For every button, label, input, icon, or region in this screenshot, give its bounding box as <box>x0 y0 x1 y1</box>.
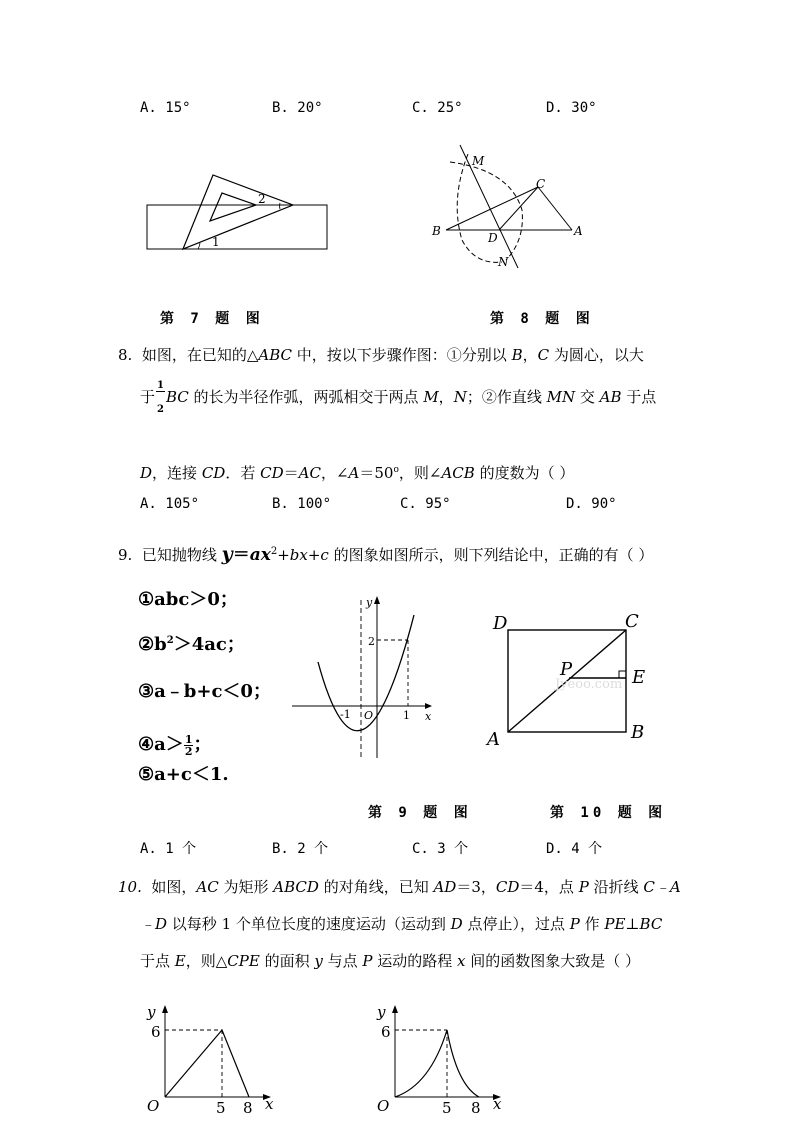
graph-a-x-label: x <box>265 1095 274 1113</box>
graph-a-y-label: y <box>147 1003 156 1021</box>
tick-2: 2 <box>368 635 375 648</box>
point-B: B <box>631 722 645 743</box>
graph-a-tick-6: 6 <box>151 1023 161 1041</box>
q10-figure <box>485 605 655 755</box>
graph-b-x-label: x <box>493 1095 502 1113</box>
graph-b-tick-5: 5 <box>442 1099 452 1117</box>
q9-caption: 第 9 题 图 <box>368 805 472 821</box>
point-P: P <box>560 659 573 680</box>
q9-conclusion-1: ①abc＞0； <box>138 589 238 610</box>
q10-graph-b <box>375 995 515 1120</box>
set-square-outer <box>183 175 293 249</box>
point-C-label: C <box>536 177 546 191</box>
q7-option-a: A. 15° <box>140 100 191 116</box>
q7-caption: 第 7 题 图 <box>160 311 264 327</box>
graph-b-tick-8: 8 <box>471 1099 481 1117</box>
q9-conclusion-2: $②b^2>4ac$； <box>138 634 245 655</box>
q8-option-b: B. 100° <box>272 496 332 512</box>
q7-option-b: B. 20° <box>272 100 323 116</box>
q9-option-c: C. 3 个 <box>412 841 469 857</box>
q8-option-c: C. 95° <box>400 496 451 512</box>
q8-line1: 8. 如图，在已知的△ABC 中，按以下步骤作图：①分别以 B，C 为圆心，以大 <box>118 346 644 364</box>
q9-figure <box>290 590 440 760</box>
point-A-label: A <box>574 224 583 238</box>
set-square-inner <box>210 193 256 221</box>
graph-a-tick-8: 8 <box>243 1099 253 1117</box>
q10-line1: 10. 如图，AC 为矩形 ABCD 的对角线，已知 AD＝3，CD＝4，点 P 沿折线 C﹣A <box>118 878 681 896</box>
point-N-label: N <box>498 255 509 269</box>
q9-option-a: A. 1 个 <box>140 841 197 857</box>
q10-line2: ﹣D 以每秒 1 个单位长度的速度运动（运动到 D 点停止），过点 P 作 PE⊥BC <box>140 915 663 933</box>
q8-line2: 于 $\frac{1}{2}$ BC 的长为半径作弧，两弧相交于两点 M，N；②作直线 MN 交 AB 于点 <box>140 380 657 415</box>
graph-a-origin: O <box>147 1097 160 1115</box>
graph-b-tick-6: 6 <box>381 1023 391 1041</box>
q9-stem: 9. 已知抛物线 $y=ax^2+bx+c$ 的图象如图所示，则下列结论中，正确的有（ ） <box>118 543 654 565</box>
point-B-label: B <box>432 224 441 238</box>
q8-line3: D，连接 CD．若 CD＝AC，$\angle A=50^o$，则∠ACB 的度数为（ ） <box>140 464 575 482</box>
q10-graph-a <box>145 995 285 1120</box>
angle-2-label: 2 <box>258 192 266 206</box>
q9-conclusion-3: ③a﹣b+c＜0； <box>138 681 271 702</box>
graph-a-tick-5: 5 <box>216 1099 226 1117</box>
q7-figure <box>140 165 340 265</box>
q9-conclusion-5: ⑤a+c＜1. <box>138 764 229 785</box>
q8-figure <box>420 140 600 280</box>
y-axis-label: y <box>366 596 373 609</box>
graph-b-y-label: y <box>377 1003 386 1021</box>
angle-1-label: 1 <box>212 235 220 249</box>
q10-caption: 第 10 题 图 <box>550 805 667 821</box>
tick-neg1: -1 <box>340 708 351 721</box>
point-E: E <box>632 667 646 688</box>
point-D-label: D <box>488 231 498 245</box>
point-D: D <box>493 613 508 634</box>
q9-conclusion-4: ④a＞ $\frac{1}{2}$ ； <box>138 732 212 758</box>
point-A: A <box>487 729 500 750</box>
origin-label: O <box>364 709 374 722</box>
q7-option-c: C. 25° <box>412 100 463 116</box>
q8-caption: 第 8 题 图 <box>490 311 594 327</box>
q7-option-d: D. 30° <box>546 100 597 116</box>
x-axis-label: x <box>425 710 432 723</box>
graph-b-origin: O <box>377 1097 390 1115</box>
q8-option-a: A. 105° <box>140 496 200 512</box>
q10-line3: 于点 E，则△CPE 的面积 y 与点 P 运动的路程 x 间的函数图象大致是（ ） <box>140 952 641 970</box>
q9-option-b: B. 2 个 <box>272 841 329 857</box>
point-M-label: M <box>472 154 485 168</box>
q9-option-d: D. 4 个 <box>546 841 603 857</box>
q8-option-d: D. 90° <box>566 496 617 512</box>
watermark: Jyeoo.com <box>555 677 623 692</box>
point-C: C <box>625 611 639 632</box>
tick-1: 1 <box>403 709 410 722</box>
